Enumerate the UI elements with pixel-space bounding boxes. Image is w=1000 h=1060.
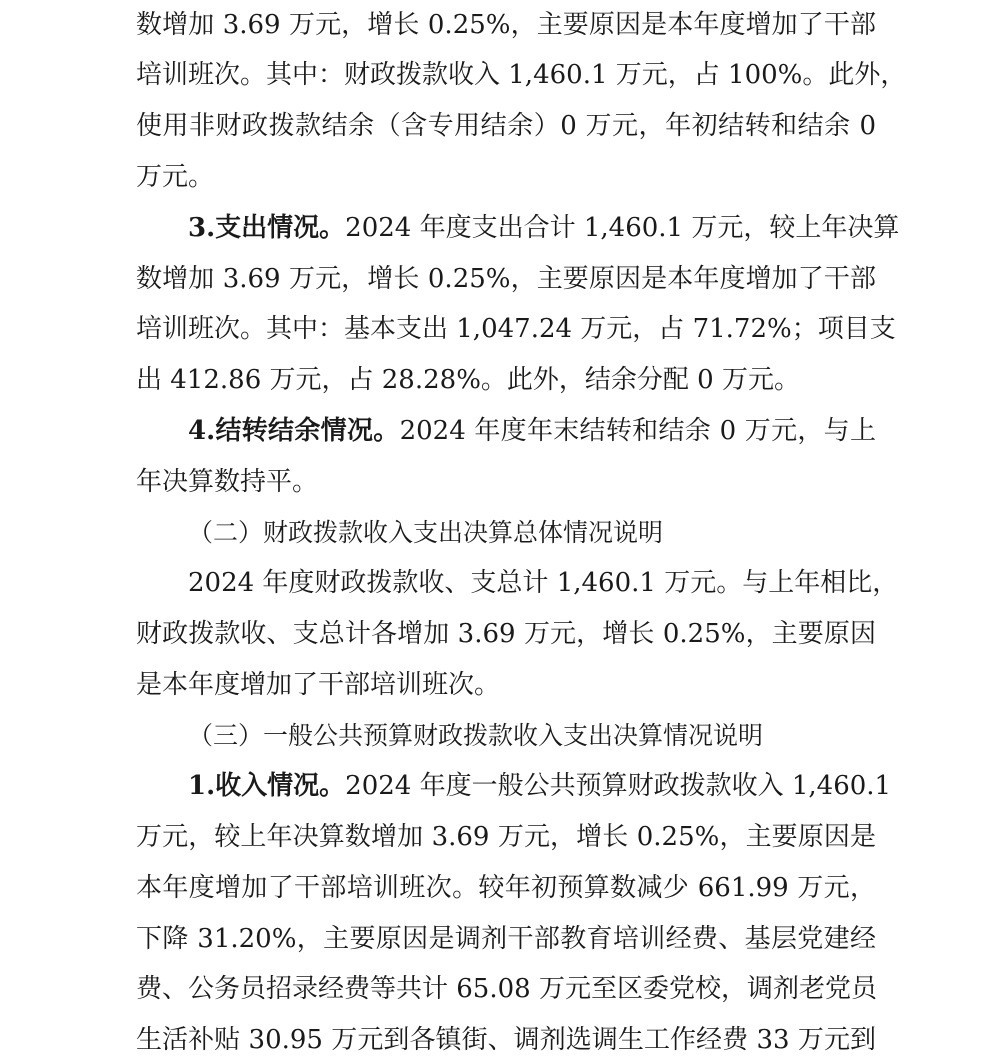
paragraph-line: 财政拨款收、支总计各增加 3.69 万元，增长 0.25%，主要原因 — [136, 619, 876, 649]
expense-section-heading: 3.支出情况。 — [188, 213, 346, 243]
paragraph-line: 数增加 3.69 万元，增长 0.25%，主要原因是本年度增加了干部 — [136, 10, 876, 40]
paragraph-line: 是本年度增加了干部培训班次。 — [136, 670, 501, 700]
income-section-text: 2024 年度一般公共预算财政拨款收入 1,460.1 — [345, 771, 892, 801]
paragraph-line: 万元。 — [136, 162, 215, 192]
paragraph-line: 下降 31.20%，主要原因是调剂干部教育培训经费、基层党建经 — [136, 924, 876, 954]
paragraph-line: 费、公务员招录经费等共计 65.08 万元至区委党校，调剂老党员 — [136, 974, 877, 1004]
section-heading-two: （二）财政拨款收入支出决算总体情况说明 — [188, 518, 664, 547]
paragraph-line: 万元，较上年决算数增加 3.69 万元，增长 0.25%，主要原因是 — [136, 822, 876, 852]
paragraph-line: 生活补贴 30.95 万元到各镇街、调剂选调生工作经费 33 万元到 — [136, 1025, 876, 1055]
balance-section-line — [188, 411, 876, 451]
balance-section-text: 2024 年度年末结转和结余 0 万元，与上 — [399, 416, 876, 446]
balance-section-heading: 4.结转结余情况。 — [188, 416, 400, 446]
paragraph-line: 本年度增加了干部培训班次。较年初预算数减少 661.99 万元， — [136, 873, 876, 903]
expense-section-line — [188, 208, 900, 248]
expense-section-text: 2024 年度支出合计 1,460.1 万元，较上年决算 — [345, 213, 900, 243]
paragraph-line: 使用非财政拨款结余（含专用结余）0 万元，年初结转和结余 0 — [136, 111, 876, 141]
paragraph-line: 培训班次。其中：基本支出 1,047.24 万元，占 71.72%；项目支 — [136, 314, 896, 344]
paragraph-line: 2024 年度财政拨款收、支总计 1,460.1 万元。与上年相比， — [188, 568, 899, 598]
section-heading-three: （三）一般公共预算财政拨款收入支出决算情况说明 — [188, 721, 764, 750]
income-section-line — [188, 766, 892, 806]
paragraph-line: 培训班次。其中：财政拨款收入 1,460.1 万元，占 100%。此外， — [136, 60, 907, 90]
paragraph-line: 出 412.86 万元，占 28.28%。此外，结余分配 0 万元。 — [136, 365, 800, 395]
income-section-heading: 1.收入情况。 — [188, 771, 346, 801]
paragraph-line: 数增加 3.69 万元，增长 0.25%，主要原因是本年度增加了干部 — [136, 264, 876, 294]
paragraph-line: 年决算数持平。 — [136, 467, 319, 497]
